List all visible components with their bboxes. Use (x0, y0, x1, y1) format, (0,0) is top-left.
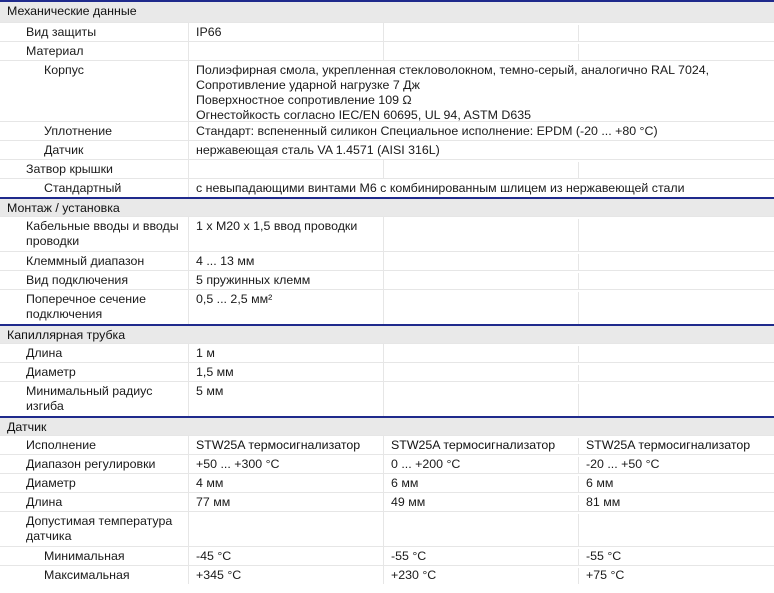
row-value: +50 ... +300 °C (196, 457, 280, 471)
row-label: Длина (26, 495, 63, 509)
row-value: 0,5 ... 2,5 мм² (196, 292, 273, 306)
row-value: 4 мм (196, 476, 224, 490)
row-value: Стандарт: вспененный силикон Специальное исполнение: EPDM (-20 ... +80 °C) (196, 124, 658, 138)
row-value: 5 пружинных клемм (196, 273, 311, 287)
section-title: Механические данные (7, 4, 137, 18)
row-label: Уплотнение (44, 124, 113, 138)
row-allowed-temp (0, 511, 774, 546)
row-label: Диаметр (26, 365, 76, 379)
row-value: 1,5 мм (196, 365, 234, 379)
row-label: Датчик (44, 143, 84, 157)
row-seal (0, 121, 774, 140)
row-label: Диаметр (26, 476, 76, 490)
section-header-mounting (0, 197, 774, 216)
row-label: Поперечное сечение подключения (26, 292, 146, 321)
row-cap-radius (0, 381, 774, 416)
row-min-temp (0, 546, 774, 565)
row-label: Кабельные вводы и вводы проводки (26, 219, 179, 248)
row-value: 4 ... 13 мм (196, 254, 255, 268)
section-title: Датчик (7, 420, 47, 434)
row-label: Стандартный (44, 181, 122, 195)
row-value: 6 мм (391, 476, 419, 490)
row-value (196, 63, 709, 123)
housing-line: Огнестойкость согласно IEC/EN 60695, UL 94, ASTM D635 (196, 108, 531, 122)
row-cover (0, 159, 774, 178)
row-value: 49 мм (391, 495, 426, 509)
row-sensor-material (0, 140, 774, 159)
section-header-sensor (0, 416, 774, 435)
row-max-temp (0, 565, 774, 584)
row-label: Длина (26, 346, 63, 360)
row-cap-diameter (0, 362, 774, 381)
row-value: 5 мм (196, 384, 224, 398)
row-execution (0, 435, 774, 454)
row-value: STW25A термосигнализатор (586, 438, 751, 452)
row-value: 0 ... +200 °C (391, 457, 461, 471)
row-sensor-length (0, 492, 774, 511)
row-value: 77 мм (196, 495, 231, 509)
row-value: 6 мм (586, 476, 614, 490)
row-value: 81 мм (586, 495, 621, 509)
row-sensor-diameter (0, 473, 774, 492)
row-cap-length (0, 343, 774, 362)
housing-line: Полиэфирная смола, укрепленная стекловолокном, темно-серый, аналогично RAL 7024, (196, 63, 710, 77)
row-value: STW25A термосигнализатор (196, 438, 361, 452)
row-label: Минимальная (44, 549, 125, 563)
row-material (0, 41, 774, 60)
row-value: IP66 (196, 25, 222, 39)
section-title: Капиллярная трубка (7, 328, 126, 342)
row-label: Клеммный диапазон (26, 254, 145, 268)
row-value: +345 °C (196, 568, 242, 582)
row-value: 1 м (196, 346, 215, 360)
row-label: Затвор крышки (26, 162, 113, 176)
row-value: -20 ... +50 °C (586, 457, 660, 471)
row-standard (0, 178, 774, 197)
row-value: -55 °C (391, 549, 427, 563)
row-label: Максимальная (44, 568, 130, 582)
row-value: +75 °C (586, 568, 625, 582)
section-header-capillary (0, 324, 774, 343)
row-cable (0, 216, 774, 251)
row-label: Диапазон регулировки (26, 457, 156, 471)
row-label: Вид подключения (26, 273, 129, 287)
row-value: STW25A термосигнализатор (391, 438, 556, 452)
row-label: Корпус (44, 63, 84, 77)
row-adjust-range (0, 454, 774, 473)
row-value: с невыпадающими винтами M6 с комбинированным шлицем из нержавеющей стали (196, 181, 685, 195)
row-label: Исполнение (26, 438, 97, 452)
row-label: Допустимая температура датчика (26, 514, 173, 543)
row-connection (0, 270, 774, 289)
section-header-mechanical (0, 0, 774, 22)
row-value: нержавеющая сталь VA 1.4571 (AISI 316L) (196, 143, 440, 157)
row-value: 1 x M20 x 1,5 ввод проводки (196, 219, 358, 233)
row-value: -45 °C (196, 549, 232, 563)
housing-line: Поверхностное сопротивление 109 Ω (196, 93, 412, 107)
row-value: -55 °C (586, 549, 622, 563)
housing-line: Сопротивление ударной нагрузке 7 Дж (196, 78, 420, 92)
row-housing (0, 60, 774, 121)
row-label: Материал (26, 44, 84, 58)
section-title: Монтаж / установка (7, 201, 120, 215)
row-value: +230 °C (391, 568, 437, 582)
row-protection (0, 22, 774, 41)
row-label: Минимальный радиус изгиба (26, 384, 153, 413)
row-label: Вид защиты (26, 25, 97, 39)
row-cross-section (0, 289, 774, 324)
row-terminal-range (0, 251, 774, 270)
